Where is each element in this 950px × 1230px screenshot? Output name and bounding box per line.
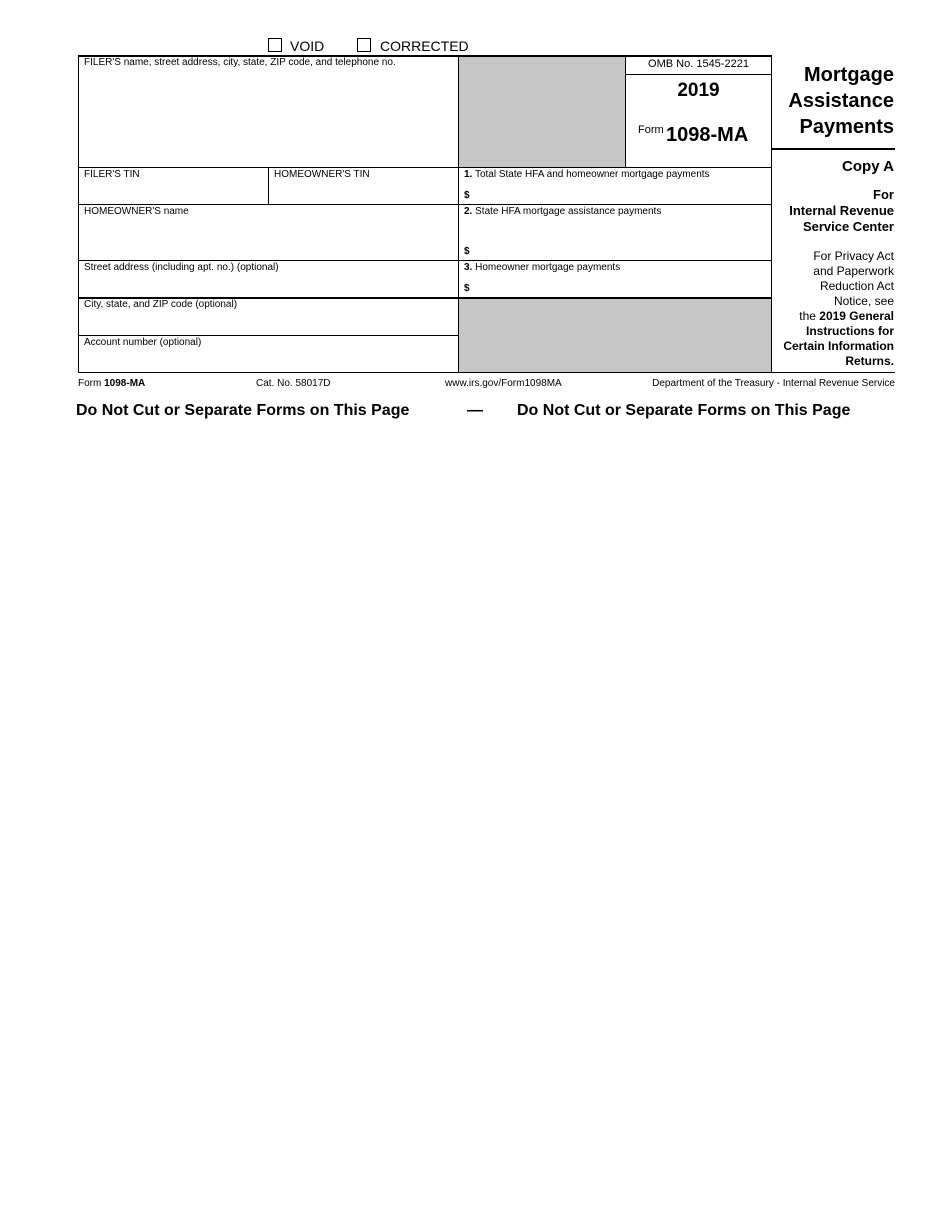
box-3-amount-field[interactable] [474,277,769,296]
copy-label: Copy A [842,158,894,175]
privacy-notice: For Privacy Act and Paperwork Reduction Act Notice, see the 2019 General Instructions for Certain Information Returns. [783,249,894,368]
account-number-label: Account number (optional) [84,337,202,348]
corrected-checkbox[interactable] [357,38,371,52]
form-title [788,62,894,140]
footer-department: Department of the Treasury - Internal Revenue Service [652,378,895,389]
form-number: 1098-MA [666,124,749,146]
cut-notice-right: Do Not Cut or Separate Forms on This Page [517,402,851,419]
homeowner-tin-field[interactable] [270,182,456,203]
omb-number: OMB No. 1545-2221 [648,58,749,70]
footer-url: www.irs.gov/Form1098MA [445,378,562,389]
shaded-area-bottom [459,298,771,372]
box-2-amount-field[interactable] [474,238,769,259]
city-state-zip-label: City, state, and ZIP code (optional) [84,299,238,310]
footer-form-id: Form 1098-MA [78,378,146,389]
footer-cat-number: Cat. No. 58017D [256,378,331,389]
filer-name-label: FILER'S name, street address, city, state, ZIP code, and telephone no. [84,57,396,68]
corrected-label: CORRECTED [380,38,469,54]
box-3-label: 3. Homeowner mortgage payments [464,262,621,273]
box-1-currency: $ [464,190,470,201]
city-state-zip-field[interactable] [80,312,456,334]
filer-tin-label: FILER'S TIN [84,169,140,180]
cut-notice-left: Do Not Cut or Separate Forms on This Page [76,402,410,419]
street-address-label: Street address (including apt. no.) (optional) [84,262,279,273]
homeowner-name-field[interactable] [80,219,456,259]
filer-name-field[interactable] [80,70,456,165]
homeowner-tin-label: HOMEOWNER'S TIN [274,169,370,180]
copy-recipient: For Internal Revenue Service Center [789,187,894,234]
shaded-area-top [459,56,625,167]
box-2-currency: $ [464,246,470,257]
homeowner-name-label: HOMEOWNER'S name [84,206,189,217]
void-checkbox[interactable] [268,38,282,52]
box-3-currency: $ [464,283,470,294]
street-address-field[interactable] [80,275,456,296]
tax-year: 2019 [677,80,720,101]
box-1-label: 1. Total State HFA and homeowner mortgage payments [464,169,710,180]
cut-notice-dash: — [467,402,483,419]
form-word: Form [638,124,664,136]
title-line-1: Mortgage [804,64,894,86]
title-line-3: Payments [799,116,894,138]
filer-tin-field[interactable] [80,182,266,203]
void-label: VOID [290,38,325,54]
account-number-field[interactable] [80,350,456,371]
title-line-2: Assistance [788,90,894,112]
box-1-amount-field[interactable] [474,184,769,203]
box-2-label: 2. State HFA mortgage assistance payments [464,206,662,217]
